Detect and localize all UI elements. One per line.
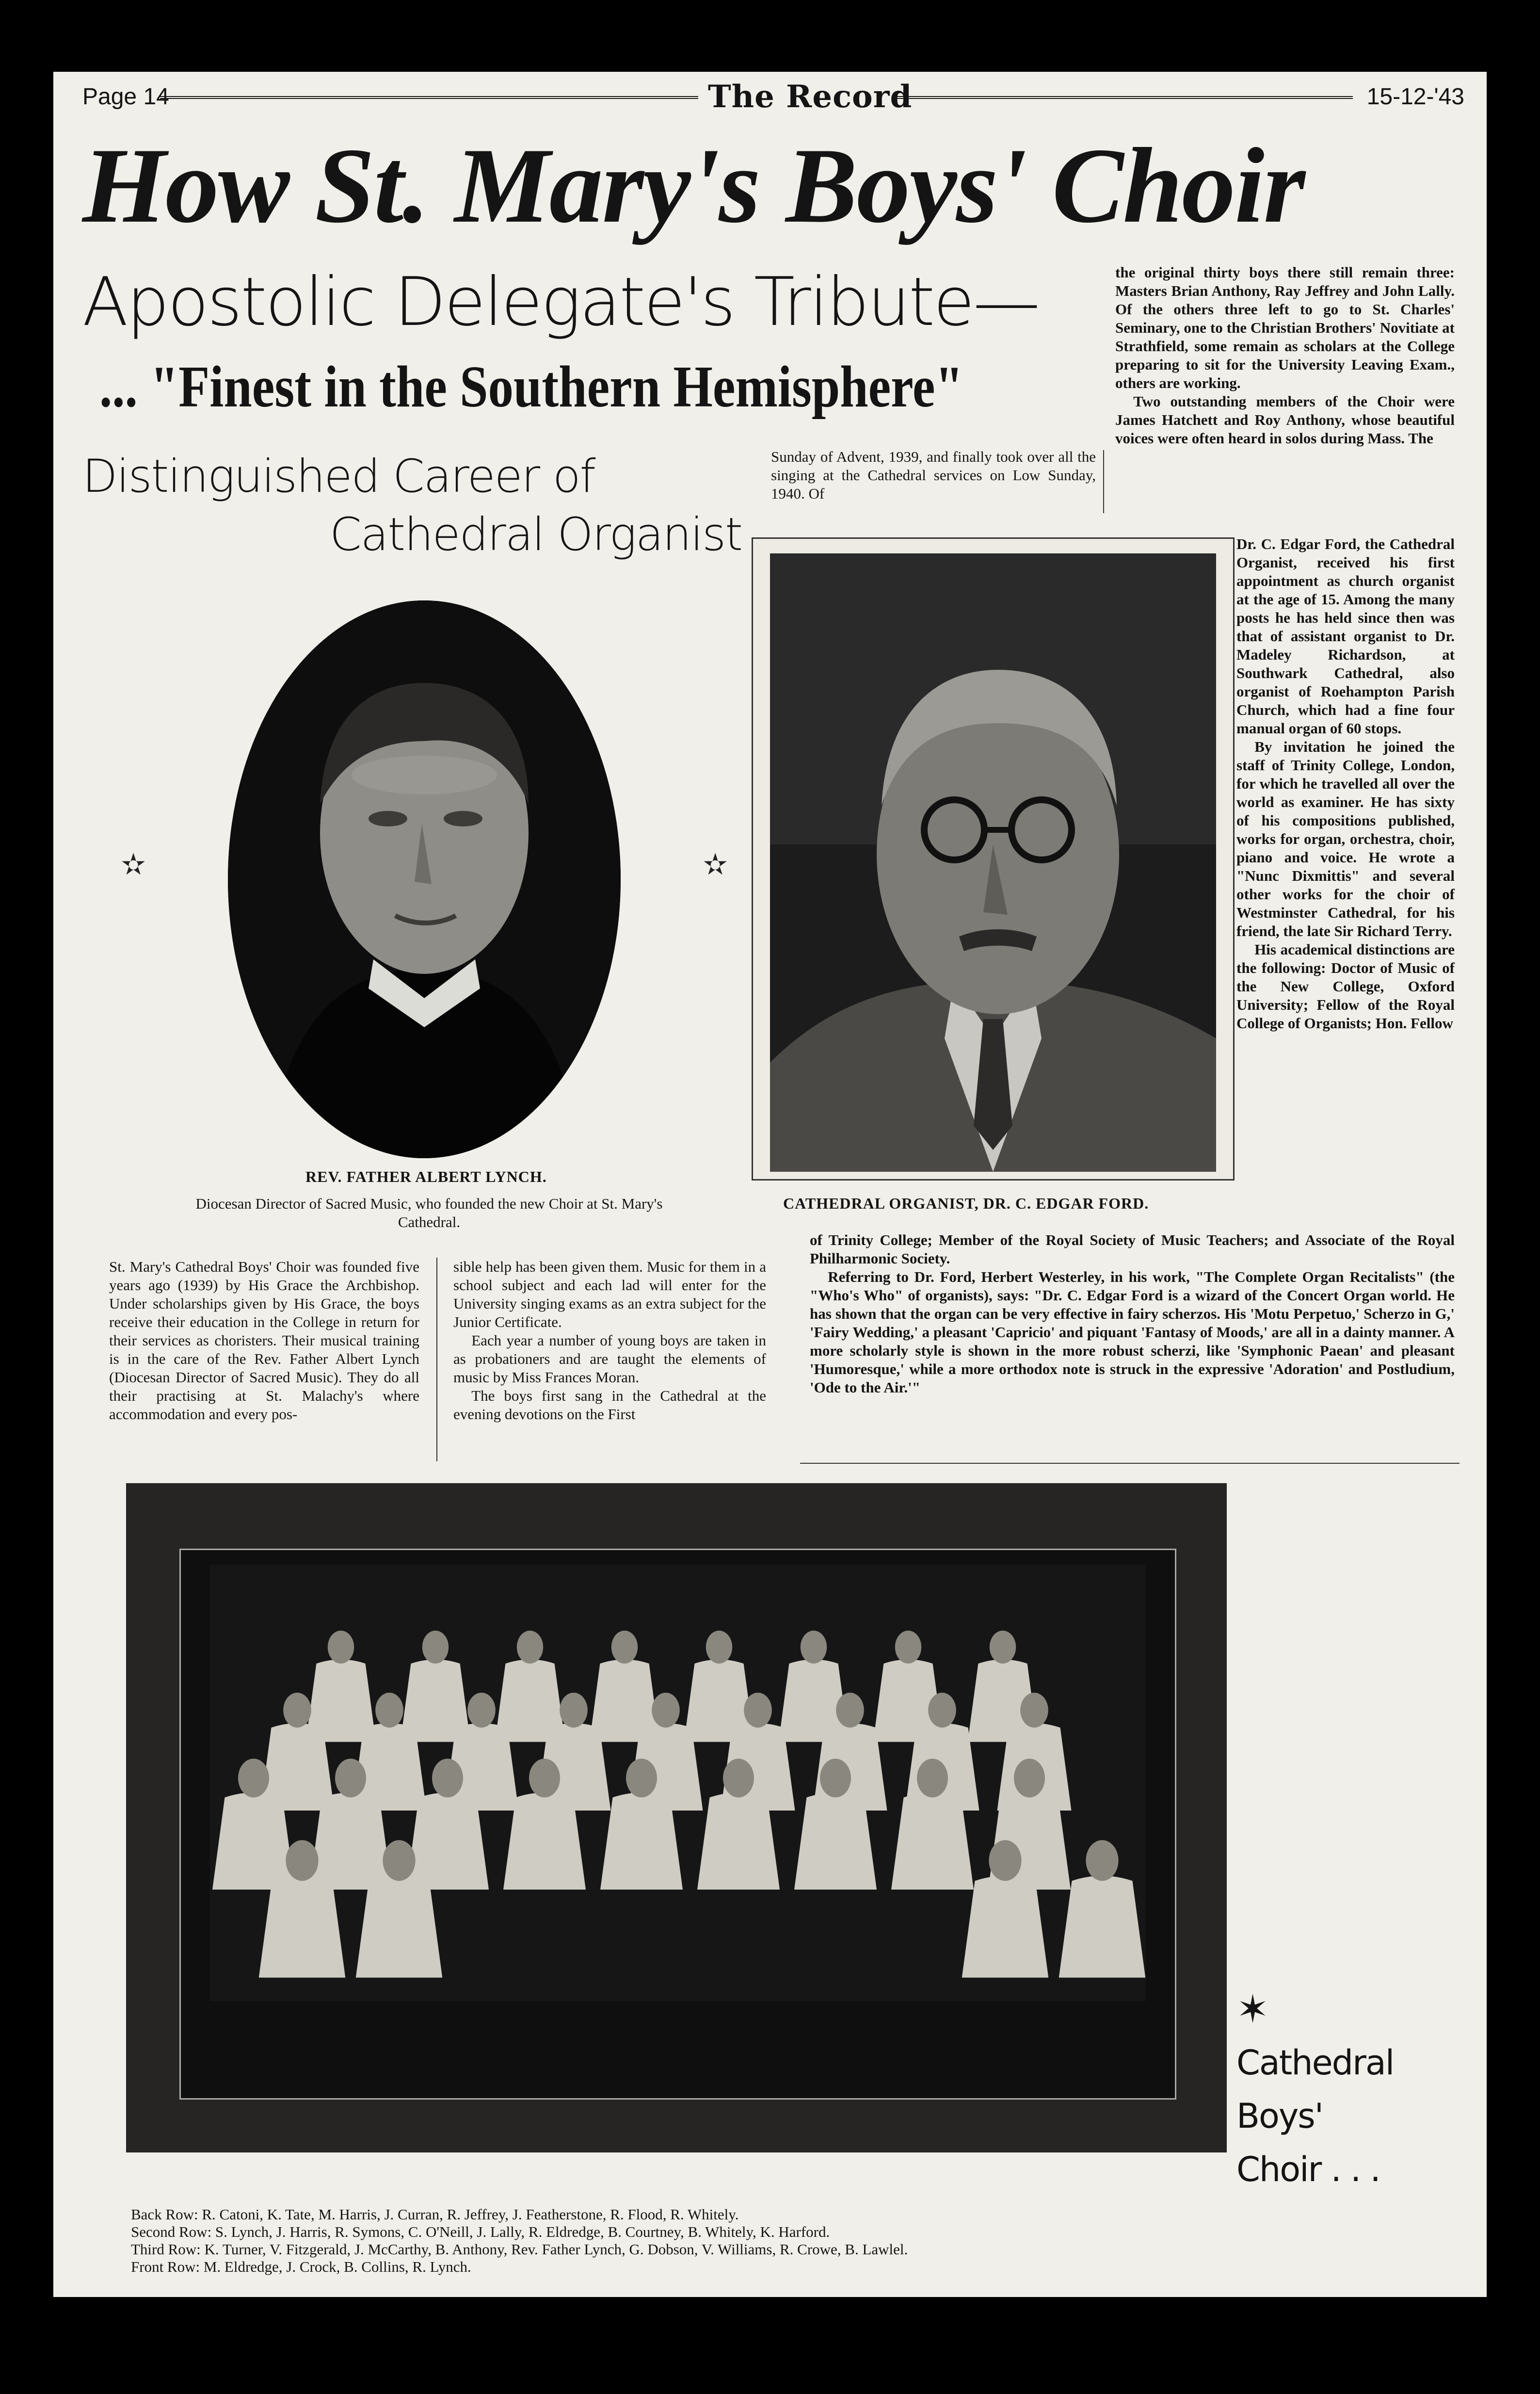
star-ornament-left-icon: ✫	[121, 848, 146, 882]
article-paragraph-1: St. Mary's Cathedral Boys' Choir was founded five years ago (1939) by His Grace the Archbishop. Under scholarships given by His Grace, the boys receive their education in the College in return for their services as choristers. Their musical training is in the care of the Rev. Father Albert Lynch (Diocesan Director of Sacred Music). They do all their practising at St. Malachy's where accommodation and every pos-	[109, 1258, 419, 1423]
top-right-paragraph-1: the original thirty boys there still remain three: Masters Brian Anthony, Ray Jeffrey and John Lally. Of the others three left to go to St. Charles' Seminary, one to the Christian Brothers' Novitiate at Strathfield, some remain as scholars at the College preparing to sit for the University Leaving Exam., others are working.	[1115, 264, 1455, 391]
chorister-head	[432, 1759, 463, 1797]
chorister-head	[328, 1631, 354, 1664]
top-right-paragraph-2: Two outstanding members of the Choir were James Hatchett and Roy Anthony, whose beautiful voices were often heard in solos during Mass. The	[1115, 393, 1455, 447]
article-column-1	[109, 1258, 419, 1423]
chorister-surplice	[406, 1793, 489, 1890]
chorister-head	[1020, 1693, 1048, 1728]
side-star-icon: ✶	[1236, 1987, 1268, 2032]
chorister-head	[917, 1759, 948, 1797]
father-lynch-image	[228, 600, 621, 1158]
issue-date: 15-12-'43	[1366, 84, 1464, 110]
chorister-head	[820, 1759, 851, 1797]
third-row-names: Third Row: K. Turner, V. Fitzgerald, J. McCarthy, B. Anthony, Rev. Father Lynch, G. Dobson, V. Williams, R. Crowe, B. Lawlel.	[131, 2241, 908, 2258]
chorister-head	[286, 1840, 318, 1881]
masthead	[82, 81, 1464, 115]
side-label-line-3: Choir . . .	[1236, 2150, 1380, 2189]
page-number: Page 14	[82, 84, 169, 110]
article-paragraph-3: Each year a number of young boys are taken in as probationers and are taught the elements of music by Miss Frances Moran.	[453, 1332, 766, 1386]
newspaper-page	[53, 72, 1487, 2297]
chorister-head	[836, 1693, 864, 1728]
choir-photo-frame	[126, 1483, 1227, 2152]
chorister-head	[706, 1631, 732, 1664]
ford-wide-paragraph-2: Referring to Dr. Ford, Herbert Westerley, in his work, "The Complete Organ Recitalists" (the "Who's Who" of organists), says: "Dr. C. Edgar Ford is a wizard of the Concert Organ world. He has shown that the organ can be very effective in fairy scherzos. His 'Motu Perpetuo,' Scherzo in G,' 'Fairy Wedding,' a pleasant 'Capricio' and piquant 'Fantasy of Moods,' are all in a dainty manner. A more scholarly style is shown in the more robust scherzi, like 'Symphonic Paean' and pleasant 'Humoresque,' while a more orthodox note is struck in the expressive 'Adoration' and Postludium, 'Ode to the Air.'"	[810, 1268, 1455, 1396]
chorister-surplice	[356, 1876, 443, 1978]
side-label-line-2: Boys'	[1236, 2096, 1323, 2136]
second-row-names: Second Row: S. Lynch, J. Harris, R. Symons, C. O'Neill, J. Lally, R. Eldredge, B. Courtney, B. Whitely, K. Harford.	[131, 2223, 830, 2240]
father-caption-name: REV. FATHER ALBERT LYNCH.	[305, 1168, 547, 1185]
article-column-rule	[436, 1258, 437, 1461]
article-paragraph-2: sible help has been given them. Music for them in a school subject and each lad will enter for the University singing exams as an extra subject for the Junior Certificate.	[453, 1258, 766, 1330]
chorister-head	[238, 1759, 269, 1797]
chorister-head	[744, 1693, 772, 1728]
chorister-surplice	[600, 1793, 683, 1890]
deck-line-1: Apostolic Delegate's Tribute—	[82, 263, 1039, 341]
deck-line-4: Cathedral Organist	[330, 508, 742, 561]
organist-image	[770, 553, 1216, 1172]
deck-line-2: ... "Finest in the Southern Hemisphere"	[99, 354, 963, 420]
top-right-column	[1115, 263, 1455, 448]
choir-names	[131, 2206, 1440, 2276]
chorister-head	[335, 1759, 366, 1797]
choir-photo	[179, 1549, 1176, 2100]
mid-paragraph: Sunday of Advent, 1939, and finally took over all the singing at the Cathedral services on Low Sunday, 1940. Of	[771, 448, 1096, 502]
chorister-head	[611, 1631, 638, 1664]
paper-name: The Record	[708, 79, 913, 115]
chorister-surplice	[1059, 1876, 1146, 1978]
father-caption-desc: Diocesan Director of Sacred Music, who founded the new Choir at St. Mary's Cathedral.	[195, 1195, 663, 1230]
chorister-head	[723, 1759, 754, 1797]
ford-narrow-column	[1236, 535, 1455, 1033]
ford-wide-paragraph-1: of Trinity College; Member of the Royal Society of Music Teachers; and Associate of the Royal Philharmonic Society.	[810, 1231, 1455, 1267]
chorister-surplice	[212, 1793, 295, 1890]
chorister-surplice	[891, 1793, 974, 1890]
ford-paragraph-2: By invitation he joined the staff of Trinity College, London, for which he travelled all over the world as examiner. He has sixty of his compositions published, works for organ, orchestra, choir, piano and voice. He wrote a "Nunc Dixmittis" and several other works for the choir of Westminster Cathedral, for his friend, the late Sir Richard Terry.	[1236, 738, 1455, 939]
chorister-head	[626, 1759, 657, 1797]
chorister-head	[895, 1631, 921, 1664]
chorister-head	[1086, 1840, 1118, 1881]
chorister-head	[989, 1840, 1021, 1881]
chorister-surplice	[259, 1876, 346, 1978]
article-paragraph-4: The boys first sang in the Cathedral at the evening devotions on the First	[453, 1387, 766, 1423]
father-lynch-portrait	[228, 600, 621, 1158]
organist-caption: CATHEDRAL ORGANIST, DR. C. EDGAR FORD.	[783, 1195, 1149, 1212]
masthead-rule-right	[897, 96, 1353, 99]
chorister-surplice	[794, 1793, 877, 1890]
ford-wide-column	[810, 1231, 1455, 1397]
chorister-head	[1014, 1759, 1045, 1797]
chorister-head	[990, 1631, 1016, 1664]
chorister-surplice	[503, 1793, 586, 1890]
chorister-surplice	[962, 1876, 1049, 1978]
chorister-head	[560, 1693, 588, 1728]
column-rule	[1103, 450, 1104, 513]
chorister-head	[517, 1631, 543, 1664]
chorister-head	[801, 1631, 827, 1664]
chorister-head	[652, 1693, 680, 1728]
section-rule	[800, 1463, 1460, 1464]
article-column-2	[453, 1258, 766, 1423]
headline: How St. Mary's Boys' Choir	[82, 126, 1305, 245]
mid-column	[771, 448, 1096, 503]
ford-paragraph-3: His academical distinctions are the following: Doctor of Music of the New College, Oxford University; Fellow of the Royal College of Organists; Hon. Fellow	[1236, 941, 1455, 1032]
chorister-surplice	[309, 1793, 392, 1890]
side-label-line-1: Cathedral	[1236, 2043, 1394, 2083]
chorister-head	[383, 1840, 415, 1881]
ford-paragraph-1: Dr. C. Edgar Ford, the Cathedral Organist, received his first appointment as church organist at the age of 15. Among the many posts he has held since then was that of assistant organist to Dr. Madeley Richardson, at Southwark Cathedral, also organist of Roehampton Parish Church, which had a fine four manual organ of 60 stops.	[1236, 535, 1455, 737]
chorister-head	[928, 1693, 956, 1728]
chorister-head	[375, 1693, 403, 1728]
front-row-names: Front Row: M. Eldredge, J. Crock, B. Collins, R. Lynch.	[131, 2258, 471, 2275]
masthead-rule-left	[160, 96, 698, 99]
star-ornament-right-icon: ✫	[703, 848, 728, 882]
chorister-head	[283, 1693, 311, 1728]
chorister-head	[467, 1693, 496, 1728]
organist-photo-frame	[752, 537, 1235, 1181]
chorister-head	[529, 1759, 560, 1797]
back-row-names: Back Row: R. Catoni, K. Tate, M. Harris, J. Curran, R. Jeffrey, J. Featherstone, R. Flood, R. Whitely.	[131, 2206, 739, 2223]
deck-line-3: Distinguished Career of	[82, 450, 595, 503]
organist-photo	[770, 553, 1216, 1172]
chorister-surplice	[697, 1793, 780, 1890]
chorister-head	[422, 1631, 449, 1664]
choir-group-image	[181, 1550, 1175, 2098]
